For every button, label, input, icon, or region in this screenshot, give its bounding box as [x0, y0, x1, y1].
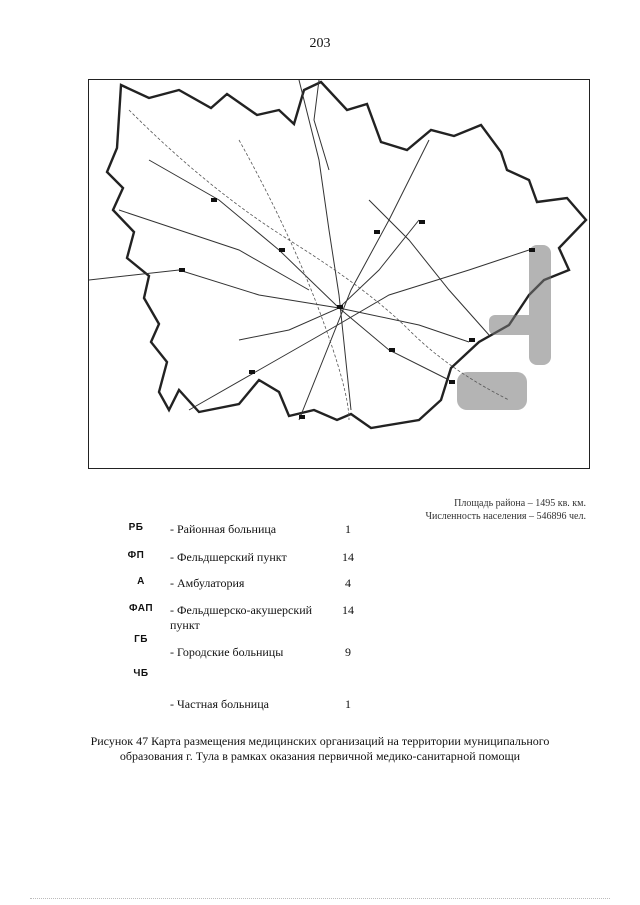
- legend-row: [0, 603, 640, 632]
- legend-count: 14: [342, 550, 354, 564]
- legend-row: [0, 576, 640, 594]
- legend-code: ЧБ: [133, 668, 149, 679]
- legend-row: [0, 550, 640, 568]
- figure-caption: Рисунок 47 Карта размещения медицинских организаций на территории муниципального образования г. Тула в рамках оказания первичной медико-санитарной помощи: [90, 734, 550, 763]
- map-drawing: [89, 80, 590, 469]
- area-size: Площадь района – 1495 кв. км.: [454, 498, 586, 509]
- legend-label: - Городские больницы: [170, 645, 284, 659]
- legend-code: РБ: [128, 522, 144, 533]
- legend-label: - Районная больница: [170, 522, 277, 536]
- legend-label: - Фельдшерско-акушерский пункт: [170, 603, 313, 632]
- legend-row: [0, 668, 640, 686]
- legend-count: 1: [345, 697, 351, 711]
- legend-count: 4: [345, 576, 351, 590]
- legend-count: 9: [345, 645, 351, 659]
- legend-label: - Частная больница: [170, 697, 269, 711]
- legend-code: ФАП: [128, 603, 154, 614]
- page-number: 203: [309, 36, 331, 51]
- footer-line: [30, 897, 610, 899]
- legend-code: А: [137, 576, 145, 587]
- legend-code: ФП: [127, 550, 145, 561]
- legend-label: - Амбулатория: [170, 576, 245, 590]
- legend-label: - Фельдшерский пункт: [170, 550, 287, 564]
- road-network: [89, 80, 529, 420]
- rivers: [129, 110, 509, 420]
- legend-count: 1: [345, 522, 351, 536]
- district-map: [88, 79, 590, 469]
- legend-row: [0, 522, 640, 540]
- legend-row: [0, 697, 640, 715]
- legend-code: ГБ: [134, 634, 148, 645]
- legend-row: [0, 645, 640, 663]
- area-info: [425, 497, 586, 523]
- legend-count: 14: [342, 603, 354, 617]
- population-count: Численность населения – 546896 чел.: [425, 511, 586, 522]
